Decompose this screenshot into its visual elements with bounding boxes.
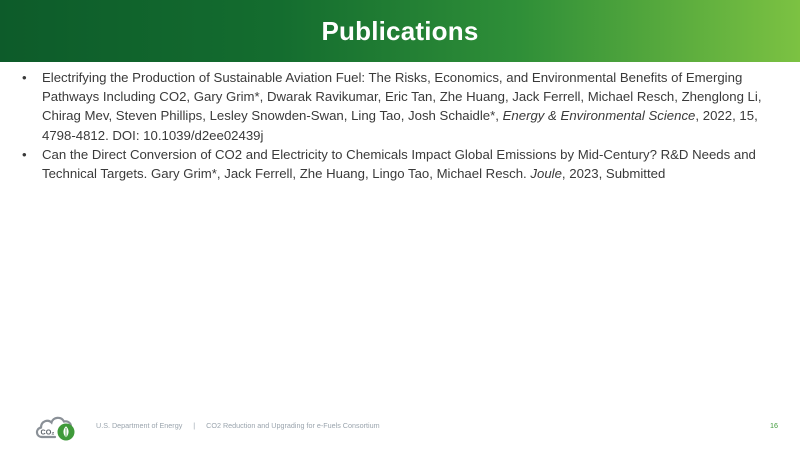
co2-cloud-leaf-icon — [33, 412, 79, 442]
publication-citation: Electrifying the Production of Sustainable Aviation Fuel: The Risks, Economics, and Environmental Benefits of Emerging Pathways Including CO2, Gary Grim*, Dwarak Ravikumar, Eric Tan, Zhe Huang, Jack Ferrell, Michael Resch, Zhenglong Li, Chirag Mev, Steven Phillips, Lesley Snowden-Swan, Ling Tao, Josh Schaidle*, — [42, 70, 762, 124]
footer-text — [96, 421, 380, 430]
footer-org: U.S. Department of Energy — [96, 421, 183, 430]
journal-name: Joule — [530, 166, 562, 182]
page-title: Publications — [321, 16, 479, 46]
publication-list — [22, 68, 772, 183]
journal-name: Energy & Environmental Science — [502, 108, 696, 124]
publication-item — [22, 145, 772, 183]
page-number: 16 — [770, 421, 778, 430]
co2-label: CO₂ — [40, 427, 55, 437]
publication-details: , 2022, 15, 4798-4812. DOI: 10.1039/d2ee02439j — [42, 108, 758, 143]
footer-consortium: CO2 Reduction and Upgrading for e-Fuels Consortium — [206, 421, 380, 430]
footer-separator: | — [193, 421, 196, 430]
publication-citation: Can the Direct Conversion of CO2 and Electricity to Chemicals Impact Global Emissions by Mid-Century? R&D Needs and Technical Targets. Gary Grim*, Jack Ferrell, Zhe Huang, Lingo Tao, Michael Resch. — [42, 146, 756, 182]
bullet: • — [22, 70, 27, 85]
bullet: • — [22, 146, 27, 162]
publication-details: , 2023, Submitted — [561, 166, 666, 182]
publication-item — [22, 68, 772, 145]
